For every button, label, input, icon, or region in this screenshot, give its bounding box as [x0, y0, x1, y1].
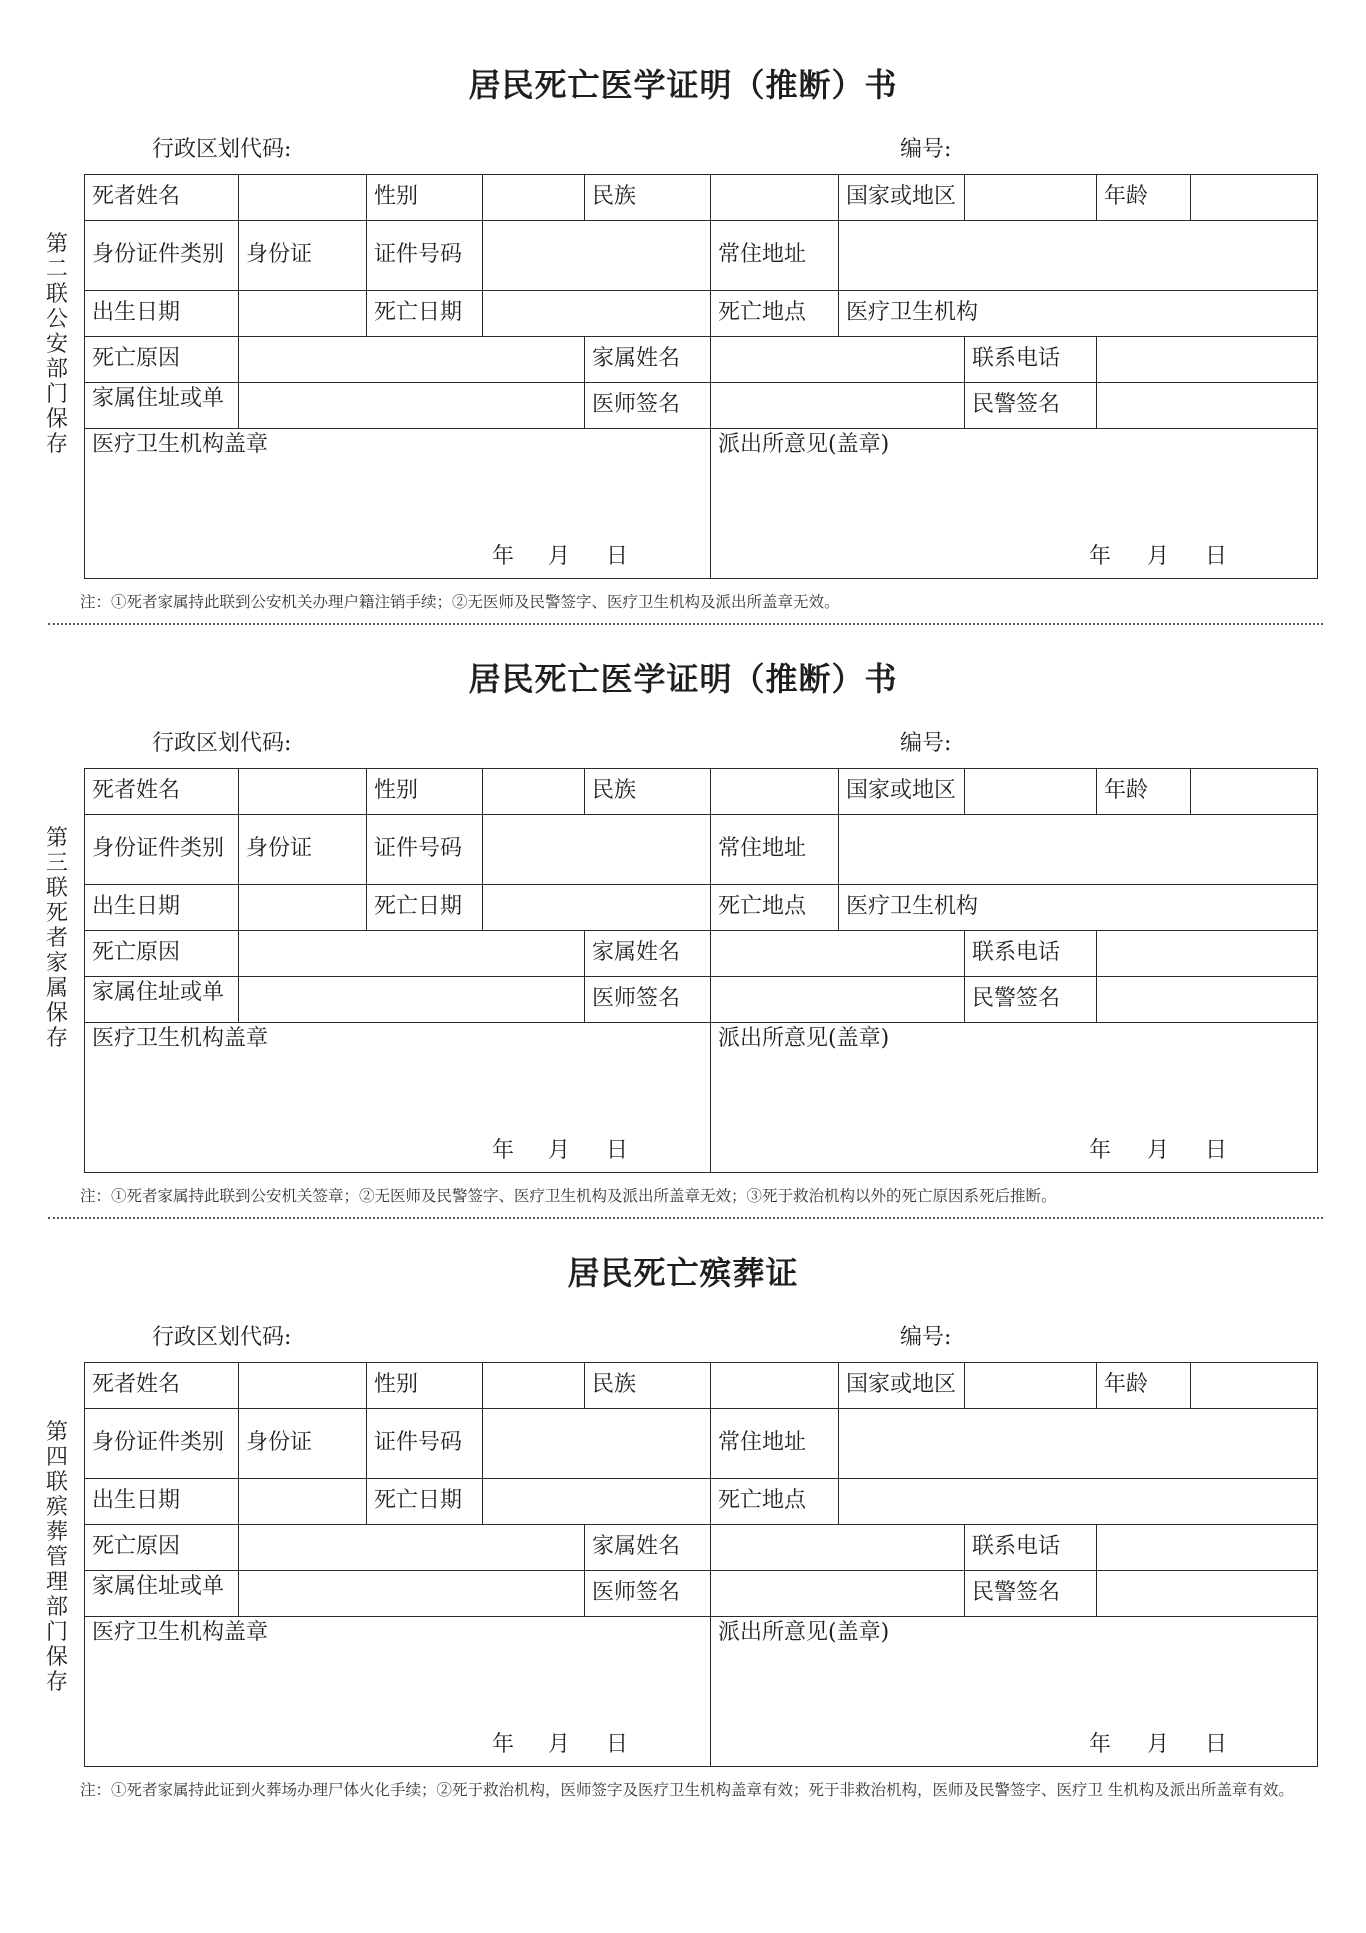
table-rule [710, 220, 711, 291]
table-rule [964, 1362, 965, 1409]
table-rule [838, 768, 839, 815]
label-id-number: 证件号码 [374, 242, 463, 267]
table-rule [366, 220, 367, 291]
label-death-date: 死亡日期 [374, 894, 463, 919]
certificate-section [0, 0, 1366, 611]
table-rule [366, 174, 367, 221]
label-family-name: 家属姓名 [592, 346, 681, 371]
table-rule [84, 1766, 1318, 1767]
table-rule [84, 382, 1318, 383]
table-rule [710, 814, 711, 885]
copy-side-label: 第二联公安部门保存 [45, 232, 68, 457]
table-rule [366, 1408, 367, 1479]
label-family-name: 家属姓名 [592, 940, 681, 965]
table-rule [710, 1022, 711, 1173]
table-rule [1190, 174, 1191, 221]
label-ethnicity: 民族 [592, 778, 637, 803]
table-rule [84, 290, 1318, 291]
table-rule [84, 578, 1318, 579]
table-rule [238, 1362, 239, 1409]
table-rule [482, 174, 483, 221]
label-phone: 联系电话 [972, 346, 1061, 371]
table-rule [584, 930, 585, 1023]
label-id-number: 证件号码 [374, 836, 463, 861]
table-rule [710, 174, 711, 221]
label-day: 日 [606, 544, 629, 569]
table-rule [238, 814, 239, 885]
district-code-label: 行政区划代码: [152, 1325, 292, 1350]
label-deceased-name: 死者姓名 [92, 1372, 181, 1397]
label-gender: 性别 [374, 778, 419, 803]
label-year: 年 [492, 544, 515, 569]
label-death-date: 死亡日期 [374, 300, 463, 325]
table-rule [84, 768, 85, 1173]
label-police-opinion: 派出所意见(盖章) [718, 432, 890, 457]
label-gender: 性别 [374, 1372, 419, 1397]
table-rule [1317, 174, 1318, 579]
table-rule [238, 1408, 239, 1479]
label-country-region: 国家或地区 [846, 1372, 957, 1397]
table-rule [238, 336, 239, 429]
table-rule [84, 1362, 85, 1767]
table-rule [710, 930, 711, 1023]
label-day: 日 [606, 1138, 629, 1163]
table-rule [238, 884, 239, 931]
label-family-address: 家属住址或单 [92, 386, 225, 411]
label-year: 年 [1089, 1138, 1112, 1163]
form-title: 居民死亡殡葬证 [567, 1254, 799, 1292]
label-month: 月 [548, 544, 571, 569]
table-rule [84, 1478, 1318, 1479]
label-death-date: 死亡日期 [374, 1488, 463, 1513]
district-code-label: 行政区划代码: [152, 731, 292, 756]
table-rule [366, 814, 367, 885]
table-rule [84, 174, 85, 579]
label-death-place: 死亡地点 [718, 894, 807, 919]
value-death-place: 医疗卫生机构 [846, 300, 979, 325]
table-rule [584, 174, 585, 221]
label-country-region: 国家或地区 [846, 778, 957, 803]
label-gender: 性别 [374, 184, 419, 209]
label-residence: 常住地址 [718, 1430, 807, 1455]
label-birth-date: 出生日期 [92, 1488, 181, 1513]
table-rule [84, 1616, 1318, 1617]
label-hospital-seal: 医疗卫生机构盖章 [92, 1620, 269, 1645]
table-rule [838, 1478, 839, 1525]
table-rule [366, 884, 367, 931]
table-rule [84, 768, 1318, 769]
table-rule [710, 1616, 711, 1767]
table-rule [964, 768, 965, 815]
label-phone: 联系电话 [972, 940, 1061, 965]
table-rule [482, 220, 483, 291]
table-rule [838, 1362, 839, 1409]
table-rule [1317, 768, 1318, 1173]
table-rule [84, 930, 1318, 931]
table-rule [710, 884, 711, 931]
table-rule [84, 1362, 1318, 1363]
table-rule [84, 976, 1318, 977]
table-rule [482, 768, 483, 815]
label-birth-date: 出生日期 [92, 300, 181, 325]
table-rule [838, 220, 839, 291]
label-birth-date: 出生日期 [92, 894, 181, 919]
label-month: 月 [1147, 1732, 1170, 1757]
form-title: 居民死亡医学证明（推断）书 [468, 66, 898, 104]
value-id-type: 身份证 [246, 1430, 313, 1455]
table-rule [838, 814, 839, 885]
form-note: 注：①死者家属持此联到公安机关签章；②无医师及民警签字、医疗卫生机构及派出所盖章无效；③死于救治机构以外的死亡原因系死后推断。 [80, 1187, 1057, 1205]
label-year: 年 [1089, 1732, 1112, 1757]
label-year: 年 [492, 1732, 515, 1757]
table-rule [238, 220, 239, 291]
serial-number-label: 编号: [900, 137, 952, 162]
table-rule [838, 884, 839, 931]
table-rule [238, 174, 239, 221]
certificate-table [84, 174, 1317, 578]
certificate-table [84, 768, 1317, 1172]
table-rule [84, 1022, 1318, 1023]
label-month: 月 [548, 1138, 571, 1163]
label-year: 年 [1089, 544, 1112, 569]
table-rule [482, 1362, 483, 1409]
table-rule [1096, 1362, 1097, 1409]
table-rule [84, 884, 1318, 885]
table-rule [482, 290, 483, 337]
form-note: 注：①死者家属持此证到火葬场办理尸体火化手续；②死于救治机构，医师签字及医疗卫生机构盖章有效；死于非救治机构，医师及民警签字、医疗卫 生机构及派出所盖章有效。 [80, 1781, 1294, 1799]
table-rule [482, 884, 483, 931]
table-rule [84, 220, 1318, 221]
district-code-label: 行政区划代码: [152, 137, 292, 162]
value-death-place: 医疗卫生机构 [846, 894, 979, 919]
label-age: 年龄 [1104, 184, 1149, 209]
label-death-place: 死亡地点 [718, 1488, 807, 1513]
table-rule [838, 174, 839, 221]
label-family-address: 家属住址或单 [92, 1574, 225, 1599]
table-rule [1190, 768, 1191, 815]
form-note: 注：①死者家属持此联到公安机关办理户籍注销手续；②无医师及民警签字、医疗卫生机构及派出所盖章无效。 [80, 593, 840, 611]
table-rule [710, 1362, 711, 1409]
label-police-signature: 民警签名 [972, 986, 1061, 1011]
label-police-opinion: 派出所意见(盖章) [718, 1620, 890, 1645]
certificate-table [84, 1362, 1317, 1766]
table-rule [482, 1408, 483, 1479]
table-rule [238, 1478, 239, 1525]
table-rule [84, 428, 1318, 429]
table-rule [710, 428, 711, 579]
label-day: 日 [1205, 1732, 1228, 1757]
table-rule [238, 768, 239, 815]
label-ethnicity: 民族 [592, 1372, 637, 1397]
table-rule [1096, 768, 1097, 815]
table-rule [366, 290, 367, 337]
table-rule [964, 174, 965, 221]
label-day: 日 [1205, 1138, 1228, 1163]
label-police-signature: 民警签名 [972, 392, 1061, 417]
table-rule [710, 768, 711, 815]
label-id-type: 身份证件类别 [92, 836, 225, 861]
table-rule [238, 1524, 239, 1617]
serial-number-label: 编号: [900, 731, 952, 756]
table-rule [964, 1524, 965, 1617]
label-id-type: 身份证件类别 [92, 1430, 225, 1455]
table-rule [238, 930, 239, 1023]
table-rule [584, 768, 585, 815]
certificate-section [0, 1188, 1366, 1799]
label-death-cause: 死亡原因 [92, 346, 181, 371]
label-age: 年龄 [1104, 1372, 1149, 1397]
label-month: 月 [1147, 1138, 1170, 1163]
table-rule [838, 1408, 839, 1479]
table-rule [964, 336, 965, 429]
copy-side-label: 第四联殡葬管理部门保存 [45, 1420, 68, 1695]
label-ethnicity: 民族 [592, 184, 637, 209]
table-rule [1190, 1362, 1191, 1409]
label-age: 年龄 [1104, 778, 1149, 803]
table-rule [584, 1524, 585, 1617]
table-rule [838, 290, 839, 337]
table-rule [1096, 930, 1097, 1023]
label-family-name: 家属姓名 [592, 1534, 681, 1559]
label-country-region: 国家或地区 [846, 184, 957, 209]
label-phone: 联系电话 [972, 1534, 1061, 1559]
table-rule [584, 336, 585, 429]
label-death-cause: 死亡原因 [92, 1534, 181, 1559]
label-day: 日 [606, 1732, 629, 1757]
table-rule [1317, 1362, 1318, 1767]
copy-side-label: 第三联死者家属保存 [45, 826, 68, 1051]
label-month: 月 [548, 1732, 571, 1757]
table-rule [710, 1478, 711, 1525]
label-doctor-signature: 医师签名 [592, 986, 681, 1011]
table-rule [1096, 336, 1097, 429]
value-id-type: 身份证 [246, 836, 313, 861]
label-deceased-name: 死者姓名 [92, 184, 181, 209]
label-police-signature: 民警签名 [972, 1580, 1061, 1605]
label-hospital-seal: 医疗卫生机构盖章 [92, 432, 269, 457]
table-rule [84, 174, 1318, 175]
table-rule [710, 1408, 711, 1479]
label-day: 日 [1205, 544, 1228, 569]
table-rule [584, 1362, 585, 1409]
label-doctor-signature: 医师签名 [592, 1580, 681, 1605]
table-rule [482, 1478, 483, 1525]
table-rule [84, 336, 1318, 337]
form-title: 居民死亡医学证明（推断）书 [468, 660, 898, 698]
table-rule [366, 1478, 367, 1525]
table-rule [710, 1524, 711, 1617]
table-rule [482, 814, 483, 885]
label-doctor-signature: 医师签名 [592, 392, 681, 417]
label-family-address: 家属住址或单 [92, 980, 225, 1005]
table-rule [710, 336, 711, 429]
label-id-number: 证件号码 [374, 1430, 463, 1455]
label-id-type: 身份证件类别 [92, 242, 225, 267]
label-year: 年 [492, 1138, 515, 1163]
serial-number-label: 编号: [900, 1325, 952, 1350]
table-rule [84, 1570, 1318, 1571]
table-rule [366, 1362, 367, 1409]
table-rule [84, 1524, 1318, 1525]
table-rule [1096, 1524, 1097, 1617]
table-rule [366, 768, 367, 815]
value-id-type: 身份证 [246, 242, 313, 267]
label-deceased-name: 死者姓名 [92, 778, 181, 803]
label-police-opinion: 派出所意见(盖章) [718, 1026, 890, 1051]
table-rule [84, 814, 1318, 815]
table-rule [1096, 174, 1097, 221]
label-hospital-seal: 医疗卫生机构盖章 [92, 1026, 269, 1051]
table-rule [964, 930, 965, 1023]
table-rule [84, 1172, 1318, 1173]
label-death-place: 死亡地点 [718, 300, 807, 325]
table-rule [710, 290, 711, 337]
label-residence: 常住地址 [718, 242, 807, 267]
table-rule [84, 1408, 1318, 1409]
label-month: 月 [1147, 544, 1170, 569]
certificate-section [0, 594, 1366, 1205]
label-residence: 常住地址 [718, 836, 807, 861]
table-rule [238, 290, 239, 337]
label-death-cause: 死亡原因 [92, 940, 181, 965]
